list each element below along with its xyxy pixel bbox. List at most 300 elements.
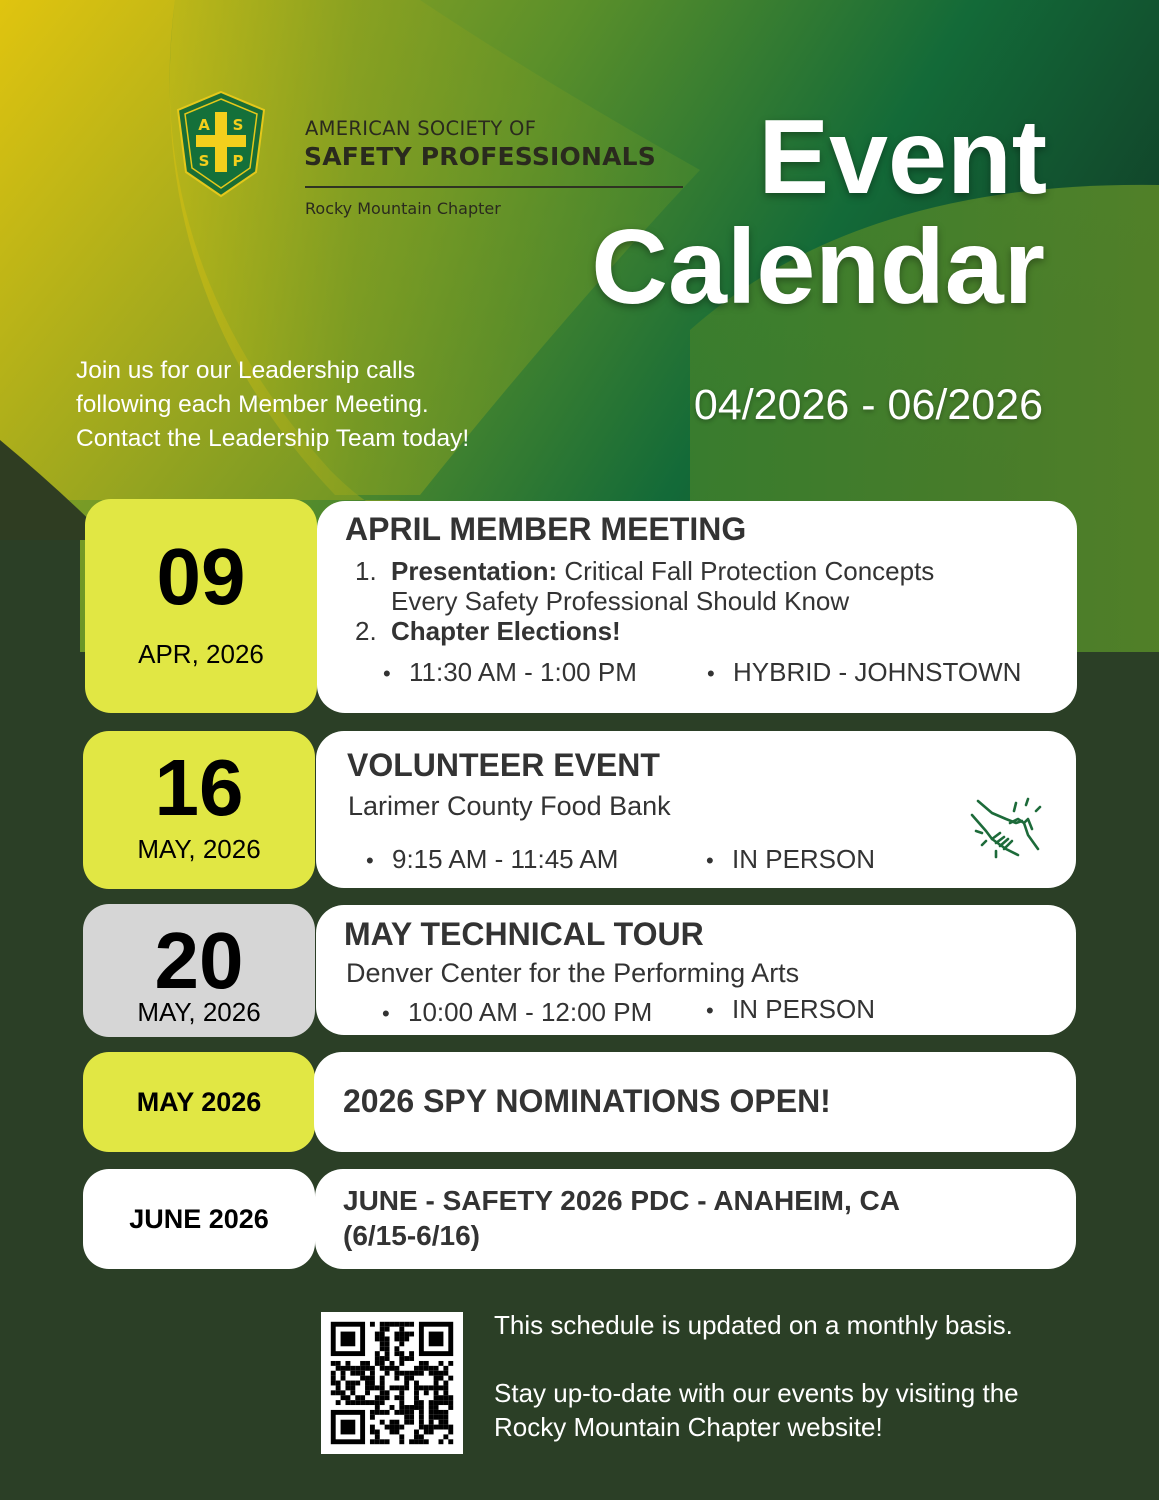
qr-module (375, 1395, 380, 1400)
agenda-text: Critical Fall Protection Concepts (557, 556, 935, 586)
qr-module (424, 1390, 429, 1395)
qr-module (448, 1395, 453, 1400)
qr-module (434, 1371, 439, 1376)
qr-module (341, 1395, 346, 1400)
qr-module (336, 1400, 341, 1405)
qr-module (394, 1425, 399, 1430)
qr-module (365, 1361, 370, 1366)
qr-module (370, 1376, 375, 1381)
qr-module (370, 1425, 375, 1430)
qr-module (375, 1400, 380, 1405)
qr-module (380, 1400, 385, 1405)
qr-module (331, 1390, 336, 1395)
event-location: • IN PERSON (706, 844, 875, 875)
event-location: • IN PERSON (706, 994, 875, 1025)
qr-module (443, 1395, 448, 1400)
qr-module (336, 1366, 341, 1371)
qr-module (409, 1410, 414, 1415)
qr-module (404, 1376, 409, 1381)
date-range: 04/2026 - 06/2026 (693, 381, 1043, 429)
qr-module (409, 1405, 414, 1410)
qr-module (429, 1420, 434, 1425)
qr-module (429, 1425, 434, 1430)
qr-module (385, 1356, 390, 1361)
qr-module (443, 1381, 448, 1386)
qr-module (380, 1361, 385, 1366)
qr-module (429, 1405, 434, 1410)
qr-module (404, 1371, 409, 1376)
qr-module (399, 1327, 404, 1332)
qr-module (429, 1366, 434, 1371)
page-title-line1: Event (758, 98, 1047, 216)
qr-module (380, 1341, 385, 1346)
qr-module (394, 1410, 399, 1415)
qr-module (419, 1366, 424, 1371)
qr-module (380, 1390, 385, 1395)
qr-module (443, 1390, 448, 1395)
qr-module (394, 1385, 399, 1390)
qr-module (424, 1425, 429, 1430)
qr-module (443, 1420, 448, 1425)
qr-module (360, 1361, 365, 1366)
qr-module (350, 1390, 355, 1395)
qr-module (424, 1439, 429, 1444)
qr-module (429, 1430, 434, 1435)
qr-module (394, 1430, 399, 1435)
qr-module (434, 1366, 439, 1371)
qr-module (390, 1405, 395, 1410)
qr-module (350, 1400, 355, 1405)
qr-module (375, 1430, 380, 1435)
qr-module (443, 1371, 448, 1376)
footer-text (494, 1308, 1019, 1444)
qr-module (424, 1385, 429, 1390)
qr-module (399, 1390, 404, 1395)
qr-module (375, 1385, 380, 1390)
qr-module (404, 1385, 409, 1390)
qr-module (350, 1385, 355, 1390)
qr-module (380, 1439, 385, 1444)
qr-module (429, 1371, 434, 1376)
qr-module (385, 1425, 390, 1430)
event-agenda (355, 556, 934, 646)
qr-module (443, 1410, 448, 1415)
qr-module (375, 1336, 380, 1341)
logo-letter-a: A (198, 116, 210, 134)
event-subtitle: Denver Center for the Performing Arts (346, 958, 800, 988)
qr-module (375, 1434, 380, 1439)
event-date-box (83, 904, 315, 1037)
qr-module (390, 1430, 395, 1435)
qr-module (370, 1366, 375, 1371)
qr-module (365, 1400, 370, 1405)
helping-hands-icon (966, 793, 1056, 863)
qr-module (419, 1425, 424, 1430)
qr-module (336, 1381, 341, 1386)
qr-module (414, 1430, 419, 1435)
qr-module (394, 1371, 399, 1376)
qr-module (390, 1366, 395, 1371)
qr-module (390, 1385, 395, 1390)
event-title-line2: (6/15-6/16) (343, 1220, 480, 1251)
qr-module (414, 1405, 419, 1410)
qr-module (380, 1346, 385, 1351)
qr-module (443, 1400, 448, 1405)
qr-module (429, 1385, 434, 1390)
qr-module (404, 1415, 409, 1420)
logo-letter-s2: S (198, 152, 210, 170)
event-card[interactable] (316, 731, 1076, 888)
event-time: • 9:15 AM - 11:45 AM (366, 844, 618, 875)
qr-finder (341, 1420, 356, 1435)
qr-module (341, 1366, 346, 1371)
qr-module (404, 1381, 409, 1386)
event-date-box (83, 731, 315, 889)
qr-module (429, 1415, 434, 1420)
qr-module (375, 1410, 380, 1415)
qr-module (380, 1332, 385, 1337)
qr-module (399, 1400, 404, 1405)
qr-module (380, 1420, 385, 1425)
event-month-year: APR, 2026 (138, 638, 264, 669)
qr-module (409, 1356, 414, 1361)
qr-module (345, 1361, 350, 1366)
qr-module (345, 1400, 350, 1405)
qr-module (341, 1376, 346, 1381)
qr-module (419, 1400, 424, 1405)
qr-module (370, 1415, 375, 1420)
qr-module (370, 1439, 375, 1444)
qr-module (380, 1327, 385, 1332)
qr-module (424, 1366, 429, 1371)
qr-module (331, 1371, 336, 1376)
qr-module (434, 1405, 439, 1410)
qr-module (404, 1410, 409, 1415)
agenda-number: 2. (355, 616, 377, 646)
qr-module (448, 1400, 453, 1405)
qr-module (385, 1390, 390, 1395)
qr-module (399, 1425, 404, 1430)
qr-finder (429, 1332, 444, 1347)
qr-module (394, 1395, 399, 1400)
logo-letter-p: P (232, 152, 244, 170)
qr-module (399, 1332, 404, 1337)
qr-module (419, 1371, 424, 1376)
qr-module (434, 1415, 439, 1420)
event-date-label: MAY 2026 (136, 1086, 262, 1117)
qr-module (385, 1336, 390, 1341)
agenda-item (355, 616, 934, 646)
qr-module (424, 1361, 429, 1366)
qr-module (390, 1420, 395, 1425)
qr-module (355, 1400, 360, 1405)
qr-module (385, 1366, 390, 1371)
agenda-item (355, 556, 934, 616)
assp-logo-icon (176, 90, 266, 198)
qr-module (419, 1410, 424, 1415)
chapter-name: Rocky Mountain Chapter (305, 199, 501, 218)
qr-module (404, 1420, 409, 1425)
qr-module (409, 1351, 414, 1356)
qr-module (434, 1376, 439, 1381)
qr-module (399, 1385, 404, 1390)
qr-module (394, 1366, 399, 1371)
event-card[interactable] (316, 905, 1076, 1035)
qr-module (350, 1381, 355, 1386)
qr-module (385, 1346, 390, 1351)
qr-module (439, 1439, 444, 1444)
event-date-box (83, 1169, 315, 1269)
qr-module (434, 1395, 439, 1400)
qr-module (409, 1439, 414, 1444)
event-date-box (83, 1052, 315, 1152)
qr-module (345, 1366, 350, 1371)
qr-finder (341, 1332, 356, 1347)
qr-module (370, 1371, 375, 1376)
qr-module (419, 1415, 424, 1420)
event-date-box (85, 499, 317, 713)
qr-module (439, 1410, 444, 1415)
qr-module (380, 1395, 385, 1400)
qr-module (370, 1410, 375, 1415)
qr-module (434, 1425, 439, 1430)
qr-module (394, 1322, 399, 1327)
qr-module (350, 1366, 355, 1371)
qr-module (336, 1385, 341, 1390)
qr-module (419, 1385, 424, 1390)
qr-module (394, 1351, 399, 1356)
qr-module (409, 1376, 414, 1381)
qr-module (443, 1366, 448, 1371)
qr-module (439, 1425, 444, 1430)
intro-line: following each Member Meeting. (76, 391, 429, 418)
qr-module (419, 1420, 424, 1425)
qr-module (443, 1415, 448, 1420)
qr-module (419, 1439, 424, 1444)
footer-line1: This schedule is updated on a monthly basis. (494, 1310, 1013, 1340)
qr-module (380, 1385, 385, 1390)
qr-module (404, 1322, 409, 1327)
qr-module (448, 1376, 453, 1381)
qr-module (370, 1322, 375, 1327)
event-title (343, 1183, 900, 1253)
qr-code-icon[interactable] (321, 1312, 463, 1454)
qr-module (350, 1371, 355, 1376)
event-location: • HYBRID - JOHNSTOWN (707, 657, 1021, 688)
qr-module (439, 1361, 444, 1366)
qr-module (399, 1341, 404, 1346)
qr-module (360, 1366, 365, 1371)
qr-module (434, 1390, 439, 1395)
qr-module (331, 1376, 336, 1381)
qr-module (375, 1439, 380, 1444)
qr-module (448, 1405, 453, 1410)
qr-module (448, 1430, 453, 1435)
qr-module (370, 1400, 375, 1405)
qr-module (355, 1381, 360, 1386)
page-title-line2: Calendar (591, 208, 1045, 326)
qr-module (399, 1371, 404, 1376)
qr-module (399, 1439, 404, 1444)
qr-module (448, 1361, 453, 1366)
qr-module (448, 1439, 453, 1444)
qr-module (375, 1405, 380, 1410)
intro-text (76, 354, 469, 456)
qr-module (419, 1405, 424, 1410)
qr-module (424, 1430, 429, 1435)
qr-module (360, 1400, 365, 1405)
qr-module (345, 1381, 350, 1386)
agenda-label: Presentation: (391, 556, 558, 586)
qr-module (399, 1395, 404, 1400)
qr-module (414, 1381, 419, 1386)
qr-module (375, 1361, 380, 1366)
qr-module (365, 1381, 370, 1386)
qr-module (380, 1381, 385, 1386)
qr-module (380, 1366, 385, 1371)
qr-module (404, 1405, 409, 1410)
qr-module (365, 1376, 370, 1381)
event-day: 16 (154, 742, 244, 832)
org-name-line2: SAFETY PROFESSIONALS (304, 142, 656, 171)
qr-module (365, 1366, 370, 1371)
qr-module (439, 1371, 444, 1376)
event-month-year: MAY, 2026 (137, 997, 261, 1027)
qr-module (394, 1346, 399, 1351)
qr-module (390, 1425, 395, 1430)
qr-module (414, 1390, 419, 1395)
event-card[interactable] (314, 1052, 1076, 1152)
qr-module (409, 1420, 414, 1425)
qr-module (399, 1361, 404, 1366)
qr-module (345, 1395, 350, 1400)
qr-module (414, 1395, 419, 1400)
intro-line: Contact the Leadership Team today! (76, 425, 470, 452)
qr-module (394, 1376, 399, 1381)
qr-module (341, 1371, 346, 1376)
qr-module (429, 1410, 434, 1415)
qr-module (390, 1361, 395, 1366)
qr-module (443, 1425, 448, 1430)
qr-module (439, 1395, 444, 1400)
qr-module (399, 1405, 404, 1410)
qr-module (419, 1361, 424, 1366)
qr-module (439, 1400, 444, 1405)
qr-module (385, 1351, 390, 1356)
event-card[interactable] (315, 1169, 1076, 1269)
qr-module (448, 1425, 453, 1430)
qr-module (336, 1390, 341, 1395)
event-title: 2026 SPY NOMINATIONS OPEN! (343, 1083, 831, 1119)
qr-module (336, 1361, 341, 1366)
org-divider (305, 186, 683, 188)
qr-module (385, 1395, 390, 1400)
event-title: APRIL MEMBER MEETING (345, 511, 747, 547)
qr-module (360, 1395, 365, 1400)
qr-module (355, 1371, 360, 1376)
qr-module (390, 1322, 395, 1327)
qr-module (394, 1336, 399, 1341)
qr-module (385, 1327, 390, 1332)
qr-module (341, 1390, 346, 1395)
qr-module (394, 1420, 399, 1425)
qr-module (399, 1410, 404, 1415)
qr-module (385, 1341, 390, 1346)
qr-module (370, 1385, 375, 1390)
event-date-label: JUNE 2026 (129, 1203, 269, 1234)
qr-module (434, 1381, 439, 1386)
qr-module (385, 1410, 390, 1415)
qr-module (380, 1322, 385, 1327)
footer-line3: Rocky Mountain Chapter website! (494, 1412, 883, 1442)
qr-module (429, 1400, 434, 1405)
event-time: • 10:00 AM - 12:00 PM (382, 997, 652, 1028)
qr-module (345, 1385, 350, 1390)
qr-module (419, 1434, 424, 1439)
intro-line: Join us for our Leadership calls (76, 357, 416, 384)
qr-module (439, 1420, 444, 1425)
qr-module (380, 1336, 385, 1341)
qr-module (360, 1371, 365, 1376)
event-title-line1: JUNE - SAFETY 2026 PDC - ANAHEIM, CA (343, 1185, 900, 1216)
qr-module (399, 1322, 404, 1327)
qr-module (409, 1322, 414, 1327)
qr-module (399, 1336, 404, 1341)
qr-module (414, 1385, 419, 1390)
qr-module (399, 1351, 404, 1356)
event-card[interactable] (317, 501, 1077, 713)
qr-module (355, 1395, 360, 1400)
qr-module (380, 1410, 385, 1415)
qr-module (375, 1356, 380, 1361)
qr-module (370, 1430, 375, 1435)
agenda-number: 1. (355, 556, 377, 586)
qr-module (414, 1400, 419, 1405)
qr-module (414, 1371, 419, 1376)
qr-module (434, 1400, 439, 1405)
qr-module (414, 1434, 419, 1439)
footer-line2: Stay up-to-date with our events by visiting the (494, 1378, 1019, 1408)
qr-module (360, 1376, 365, 1381)
event-title: MAY TECHNICAL TOUR (344, 916, 704, 952)
qr-module (370, 1381, 375, 1386)
qr-module (385, 1439, 390, 1444)
qr-module (439, 1385, 444, 1390)
agenda-text-line2: Every Safety Professional Should Know (391, 586, 850, 616)
qr-module (414, 1366, 419, 1371)
qr-module (443, 1434, 448, 1439)
qr-module (399, 1434, 404, 1439)
qr-module (365, 1385, 370, 1390)
agenda-label: Chapter Elections! (391, 616, 621, 646)
event-day: 20 (154, 916, 244, 1005)
qr-module (439, 1415, 444, 1420)
qr-module (409, 1332, 414, 1337)
event-time: • 11:30 AM - 1:00 PM (383, 657, 637, 688)
qr-module (443, 1385, 448, 1390)
event-subtitle: Larimer County Food Bank (348, 791, 671, 821)
qr-module (375, 1332, 380, 1337)
event-month-year: MAY, 2026 (137, 833, 261, 864)
qr-module (365, 1390, 370, 1395)
qr-module (394, 1332, 399, 1337)
qr-module (385, 1371, 390, 1376)
event-day: 09 (156, 531, 246, 621)
qr-module (404, 1332, 409, 1337)
qr-module (409, 1371, 414, 1376)
qr-module (380, 1376, 385, 1381)
qr-module (434, 1385, 439, 1390)
